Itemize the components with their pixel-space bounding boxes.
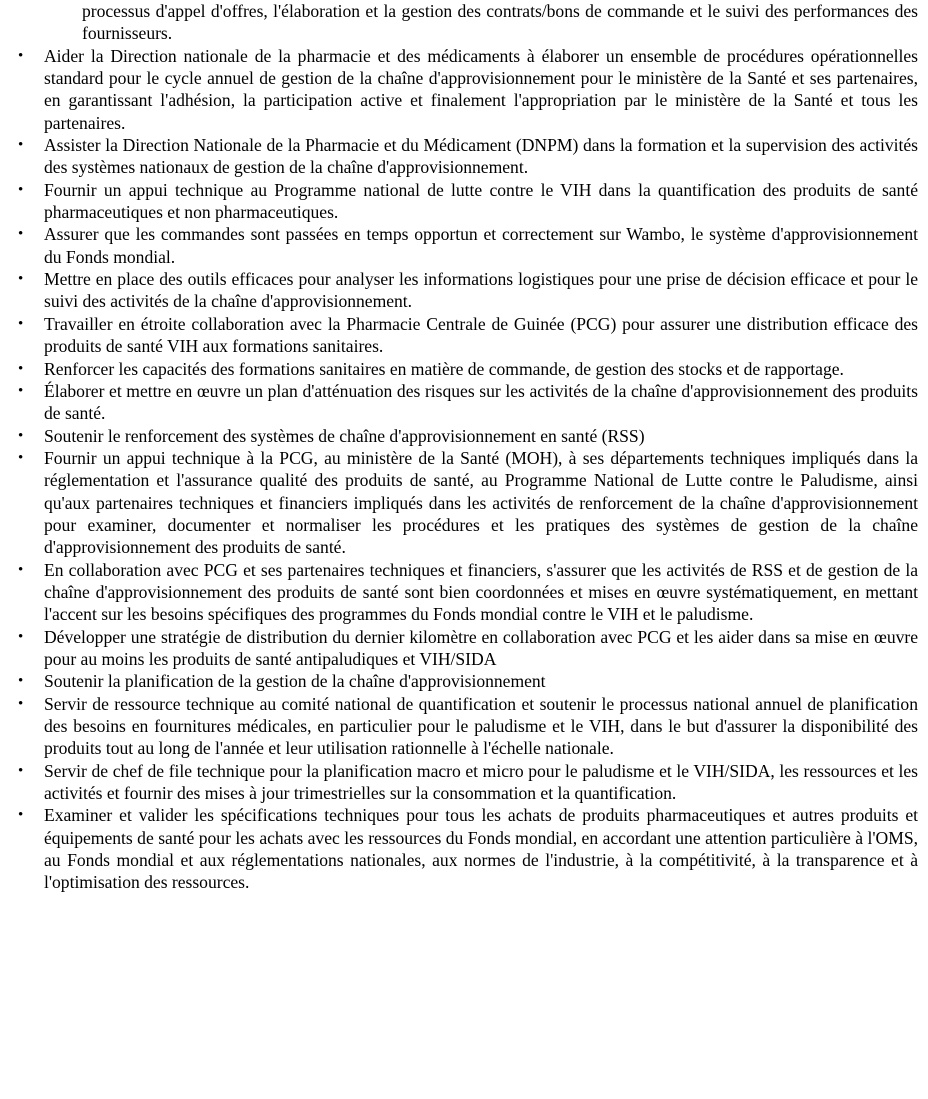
list-item-text: Renforcer les capacités des formations sanitaires en matière de commande, de gestion des stocks et de rapportage.	[44, 358, 844, 379]
list-item	[0, 313, 928, 358]
list-item-text: Développer une stratégie de distribution du dernier kilomètre en collaboration avec PCG et les aider dans sa mise en œuvre pour au moins les produits de santé antipaludiques et VIH/SIDA	[44, 626, 918, 669]
bullet-icon: •	[18, 315, 24, 332]
list-item-text: Soutenir le renforcement des systèmes de chaîne d'approvisionnement en santé (RSS)	[44, 425, 645, 446]
list-item	[0, 268, 928, 313]
list-item-text: Élaborer et mettre en œuvre un plan d'atténuation des risques sur les activités de la chaîne d'approvisionnement des produits de santé.	[44, 380, 918, 424]
list-item-text: Soutenir la planification de la gestion de la chaîne d'approvisionnement	[44, 671, 546, 692]
list-item	[0, 380, 928, 425]
bullet-icon: •	[18, 807, 24, 824]
bullet-icon: •	[18, 561, 24, 578]
bullet-icon: •	[18, 628, 24, 645]
bullet-icon: •	[18, 226, 24, 243]
list-item	[0, 804, 928, 893]
list-item	[0, 45, 928, 134]
list-item	[0, 134, 928, 179]
bullet-icon: •	[18, 427, 24, 444]
bullet-icon: •	[18, 673, 24, 690]
list-item-text: Mettre en place des outils efficaces pour analyser les informations logistiques pour une prise de décision efficace et pour le suivi des activités de la chaîne d'approvisionnement.	[44, 269, 918, 312]
list-item-text: Fournir un appui technique à la PCG, au ministère de la Santé (MOH), à ses départements techniques impliqués dans la réglementation et l'assurance qualité des produits de santé, au Programme National de Lutte contre le Paludisme, ainsi qu'aux partenaires techniques et financiers impliqués dans les activités de renforcement de la chaîne d'approvisionnement pour examiner, documenter et normaliser les procédures et les pratiques des systèmes de gestion de la chaîne d'approvisionnement des produits de santé.	[44, 447, 918, 558]
list-item	[0, 447, 928, 559]
bullet-icon: •	[18, 449, 24, 466]
list-item-text: Servir de chef de file technique pour la planification macro et micro pour le paludisme et le VIH/SIDA, les ressources et les activités et fournir des mises à jour trimestrielles sur la consommation et la quantification.	[44, 760, 918, 804]
list-item-text: Assurer que les commandes sont passées en temps opportun et correctement sur Wambo, le système d'approvisionnement du Fonds mondial.	[44, 224, 918, 267]
responsibilities-bullet-list	[0, 45, 928, 894]
bullet-icon: •	[18, 181, 24, 198]
bullet-icon: •	[18, 137, 24, 154]
continuation-paragraph: processus d'appel d'offres, l'élaboration et la gestion des contrats/bons de commande et le suivi des performances des fournisseurs.	[82, 1, 918, 44]
list-item	[0, 760, 928, 805]
list-item	[0, 358, 928, 380]
list-item-text: Servir de ressource technique au comité national de quantification et soutenir le processus national annuel de planification des besoins en fournitures médicales, en particulier pour le paludisme et le VIH, dans le but d'assurer la disponibilité des produits tout au long de l'année et leur utilisation rationnelle à l'échelle nationale.	[44, 693, 918, 759]
list-item-text: En collaboration avec PCG et ses partenaires techniques et financiers, s'assurer que les activités de RSS et de gestion de la chaîne d'approvisionnement des produits de santé sont bien coordonnées et mises en œuvre systématiquement, en mettant l'accent sur les besoins spécifiques des programmes du Fonds mondial contre le VIH et le paludisme.	[44, 559, 918, 625]
list-item-text: Travailler en étroite collaboration avec la Pharmacie Centrale de Guinée (PCG) pour assurer une distribution efficace des produits de santé VIH aux formations sanitaires.	[44, 313, 918, 357]
list-item	[0, 626, 928, 671]
list-item	[0, 693, 928, 760]
list-item-text: Aider la Direction nationale de la pharmacie et des médicaments à élaborer un ensemble de procédures opérationnelles standard pour le cycle annuel de gestion de la chaîne d'approvisionnement pour le ministère de la Santé et ses partenaires, en garantissant l'adhésion, la participation active et finalement l'appropriation par le ministère de la Santé et tous les partenaires.	[44, 45, 918, 133]
bullet-icon: •	[18, 360, 24, 377]
bullet-icon: •	[18, 695, 24, 712]
list-item	[0, 559, 928, 626]
list-item-text: Assister la Direction Nationale de la Pharmacie et du Médicament (DNPM) dans la formation et la supervision des activités des systèmes nationaux de gestion de la chaîne d'approvisionnement.	[44, 135, 918, 178]
list-item	[0, 425, 928, 447]
list-item	[0, 179, 928, 224]
list-item	[0, 223, 928, 268]
list-item-text: Examiner et valider les spécifications techniques pour tous les achats de produits pharmaceutiques et autres produits et équipements de santé pour les achats avec les ressources du Fonds mondial, en accordant une attention particulière à l'OMS, au Fonds mondial et aux réglementations nationales, aux normes de l'industrie, à la compétitivité, à la transparence et à l'optimisation des ressources.	[44, 805, 918, 893]
list-item	[0, 670, 928, 692]
bullet-icon: •	[18, 271, 24, 288]
bullet-icon: •	[18, 382, 24, 399]
bullet-icon: •	[18, 762, 24, 779]
bullet-icon: •	[18, 47, 24, 64]
list-item-text: Fournir un appui technique au Programme national de lutte contre le VIH dans la quantification des produits de santé pharmaceutiques et non pharmaceutiques.	[44, 179, 918, 223]
